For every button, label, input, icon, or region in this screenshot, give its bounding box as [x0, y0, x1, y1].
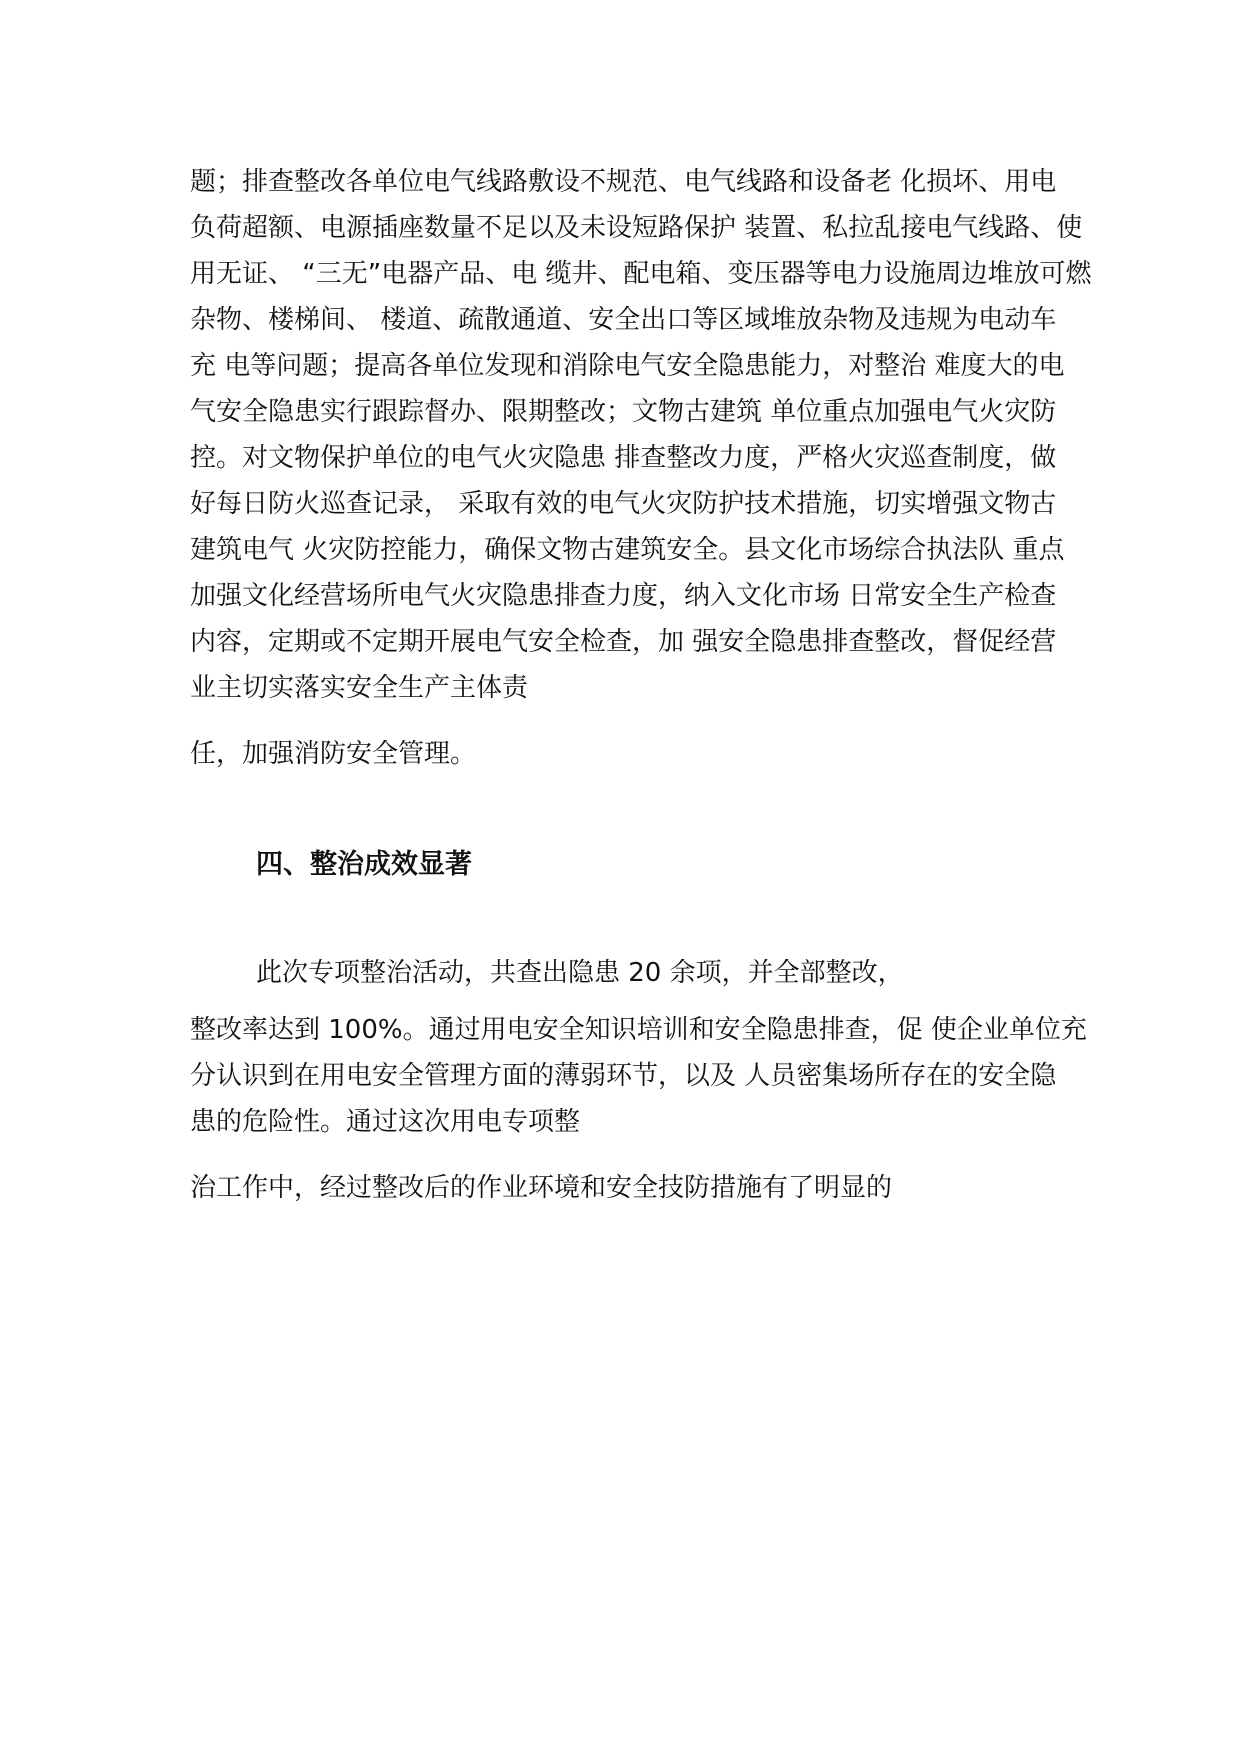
body-text-line: 业主切实落实安全生产主体责: [190, 673, 529, 703]
body-text-line: 患的危险性。通过这次用电专项整: [190, 1107, 581, 1137]
body-text-line: 加强文化经营场所电气火灾隐患排查力度，纳入文化市场 日常安全生产检查: [190, 581, 1057, 611]
paragraph-first-line: 此次专项整治活动，共查出隐患 20 余项，并全部整改，: [256, 958, 904, 988]
body-text-line: 控。对文物保护单位的电气火灾隐患 排查整改力度，严格火灾巡查制度，做: [190, 443, 1057, 473]
paragraph-tail: 任，加强消防安全管理。: [190, 739, 477, 769]
body-text-line: 建筑电气 火灾防控能力，确保文物古建筑安全。县文化市场综合执法队 重点: [190, 535, 1065, 565]
section-heading: 四、整治成效显著: [256, 849, 472, 880]
body-text-line: 好每日防火巡查记录， 采取有效的电气火灾防护技术措施，切实增强文物古: [190, 489, 1057, 519]
body-text-line: 杂物、楼梯间、 楼道、疏散通道、安全出口等区域堆放杂物及违规为电动车: [190, 305, 1057, 335]
body-text-line: 用无证、 “三无”电器产品、电 缆井、配电箱、变压器等电力设施周边堆放可燃: [190, 259, 1092, 289]
body-text-line: 负荷超额、电源插座数量不足以及未设短路保护 装置、私拉乱接电气线路、使: [190, 213, 1083, 243]
body-text-line: 题；排查整改各单位电气线路敷设不规范、电气线路和设备老 化损坏、用电: [190, 167, 1057, 197]
body-text-line: 整改率达到 100%。通过用电安全知识培训和安全隐患排查，促 使企业单位充: [190, 1015, 1087, 1045]
body-text-line: 治工作中，经过整改后的作业环境和安全技防措施有了明显的: [190, 1173, 893, 1203]
body-text-line: 分认识到在用电安全管理方面的薄弱环节，以及 人员密集场所存在的安全隐: [190, 1061, 1057, 1091]
body-text-line: 充 电等问题；提高各单位发现和消除电气安全隐患能力，对整治 难度大的电: [190, 351, 1065, 381]
body-text-line: 内容，定期或不定期开展电气安全检查，加 强安全隐患排查整改，督促经营: [190, 627, 1057, 657]
body-text-line: 气安全隐患实行跟踪督办、限期整改；文物古建筑 单位重点加强电气火灾防: [190, 397, 1057, 427]
